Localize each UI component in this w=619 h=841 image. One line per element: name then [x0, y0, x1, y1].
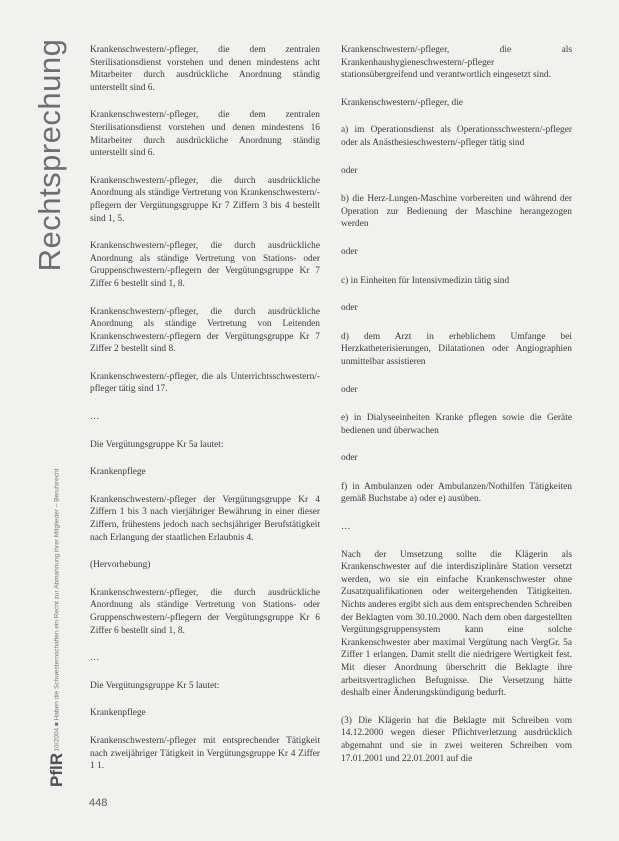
left-heading-kr5: Die Vergütungsgruppe Kr 5 lautet: — [90, 680, 220, 691]
left-ellipsis-2: … — [90, 653, 100, 664]
left-para-3: Krankenschwestern/-pfleger, die durch ausdrückliche Anordnung als ständige Vertretung von Krankenschwestern/-pflegern der Vergütungsgruppe Kr 7 Ziffern 3 bis 4 bestellt sind 1, 5. — [90, 175, 320, 224]
left-para-8: Krankenschwestern/-pfleger, die durch ausdrückliche Anordnung als ständige Vertretung von Stations- oder Gruppenschwestern/-pflegern der Vergütungsgruppe Kr 6 Ziffer 6 bestellt sind 1, 8. — [90, 587, 320, 636]
right-oder-5: oder — [341, 453, 358, 464]
page-number: 448 — [89, 797, 108, 809]
left-para-7: Krankenschwestern/-pfleger der Vergütungsgruppe Kr 4 Ziffern 1 bis 3 nach vierjähriger Bewährung in einer dieser Ziffern, frühestens jedoch nach sechsjähriger Berufstätigkeit nach Erlangung der staatlichen Erlaubnis 4. — [90, 494, 320, 543]
left-heading-kr5a: Die Vergütungsgruppe Kr 5a lautet: — [90, 439, 224, 450]
left-subheading-1: Krankenpflege — [90, 467, 146, 478]
left-para-9: Krankenschwestern/-pfleger mit entsprechender Tätigkeit nach zweijähriger Tätigkeit in Vergütungsgruppe Kr 4 Ziffer 1 1. — [90, 735, 320, 772]
right-item-b: b) die Herz-Lungen-Maschine vorbereiten und während der Operation zur Bedienung der Maschine herangezogen werden — [341, 194, 572, 230]
right-para-3: Nach der Umsetzung sollte die Klägerin als Krankenschwester auf die interdisziplinäre Station versetzt werden, wo sie ein einfache Krankenschwester ohne Zusatzqualifikationen oder weitergehenden Tätigkeiten. Nichts anderes ergibt sich aus dem entsprechenden Schreiben der Beklagten vom 30.10.2000. Nach dem oben dargestellten Vergütungsgruppensystem kann eine solche Krankenschwester aber maximal Vergütung nach VergGr. 5a Ziffer 1 erlangen. Damit stellt die niedrigere Wertigkeit fest. Mit dieser Anordnung überschritt die Beklagte ihre arbeitsvertraglichen Befugnisse. Die Versetzung hätte deshalb einer Änderungskündigung bedurft. — [341, 549, 572, 699]
left-para-6: Krankenschwestern/-pfleger, die als Unterrichtsschwestern/-pfleger tätig sind 17. — [90, 371, 320, 395]
right-oder-4: oder — [341, 384, 358, 395]
left-para-2: Krankenschwestern/-pfleger, die dem zentralen Sterilisationsdienst vorstehen und denen mindestens 16 Mitarbeiter durch ausdrückliche Anordnung ständig unterstellt sind 6. — [90, 110, 320, 159]
section-title-vertical — [30, 40, 70, 270]
right-oder-1: oder — [341, 165, 358, 176]
left-ellipsis-1: … — [90, 412, 100, 423]
right-oder-2: oder — [341, 246, 358, 257]
left-para-1: Krankenschwestern/-pfleger, die dem zentralen Sterilisationsdienst vorstehen und denen mindestens acht Mitarbeiter durch ausdrückliche Anordnung ständig unterstellt sind 6. — [90, 45, 320, 93]
left-para-4: Krankenschwestern/-pfleger, die durch ausdrückliche Anordnung als ständige Vertretung von Stations- oder Gruppenschwestern/-pflegern der Vergütungsgruppe Kr 7 Ziffer 6 bestellt sind 1, 8. — [90, 241, 320, 289]
right-item-a: a) im Operationsdienst als Operationsschwestern/-pfleger oder als Anästhesieschwestern/-pfleger tätig sind — [341, 125, 572, 148]
left-note: (Hervorhebung) — [90, 560, 151, 571]
left-subheading-2: Krankenpflege — [90, 708, 146, 719]
journal-logo: PflR — [47, 753, 66, 787]
right-item-f: f) in Ambulanzen oder Ambulanzen/Nothilfen Tätigkeiten gemäß Buchstabe a) oder e) ausüben. — [341, 481, 572, 505]
right-oder-3: oder — [341, 303, 358, 314]
right-item-d: d) dem Arzt in erheblichem Umfange bei Herzkatheterisierungen, Dilatationen oder Angiographien unmittelbar assistieren — [341, 331, 572, 367]
left-column — [90, 44, 320, 788]
right-para-2: Krankenschwestern/-pfleger, die — [341, 97, 463, 108]
right-item-c: c) in Einheiten für Intensivmedizin tätig sind — [341, 275, 510, 286]
right-column — [341, 44, 572, 780]
journal-sidebar — [46, 470, 68, 825]
section-title: Rechtsprechung — [32, 38, 67, 272]
right-ellipsis: … — [341, 522, 351, 533]
right-item-e: e) in Dialyseeinheiten Kranke pflegen sowie die Geräte bedienen und überwachen — [341, 413, 572, 436]
right-para-1: Krankenschwestern/-pfleger, die als Krankenhaushygieneschwestern/-pfleger stationsübergreifend und verantwortlich eingesetzt sind. — [341, 45, 572, 81]
left-para-5: Krankenschwestern/-pfleger, die durch ausdrückliche Anordnung als ständige Vertretung von Leitenden Krankenschwestern/-pflegern der Vergütungsgruppe Kr 7 Ziffer 2 bestellt sind 8. — [90, 306, 320, 355]
right-para-4: (3) Die Klägerin hat die Beklagte mit Schreiben vom 14.12.2000 wegen dieser Pflichtverletzung ausdrücklich abgemahnt und sie in zwei weiteren Schreiben vom 17.01.2001 und 22.01.2001 auf die — [341, 715, 572, 764]
issue-info: 10/2004 ■ Haben die Schwesternschaften ein Recht zur Abmahnung ihrer Mitglieder – Berufsrecht — [53, 468, 61, 752]
